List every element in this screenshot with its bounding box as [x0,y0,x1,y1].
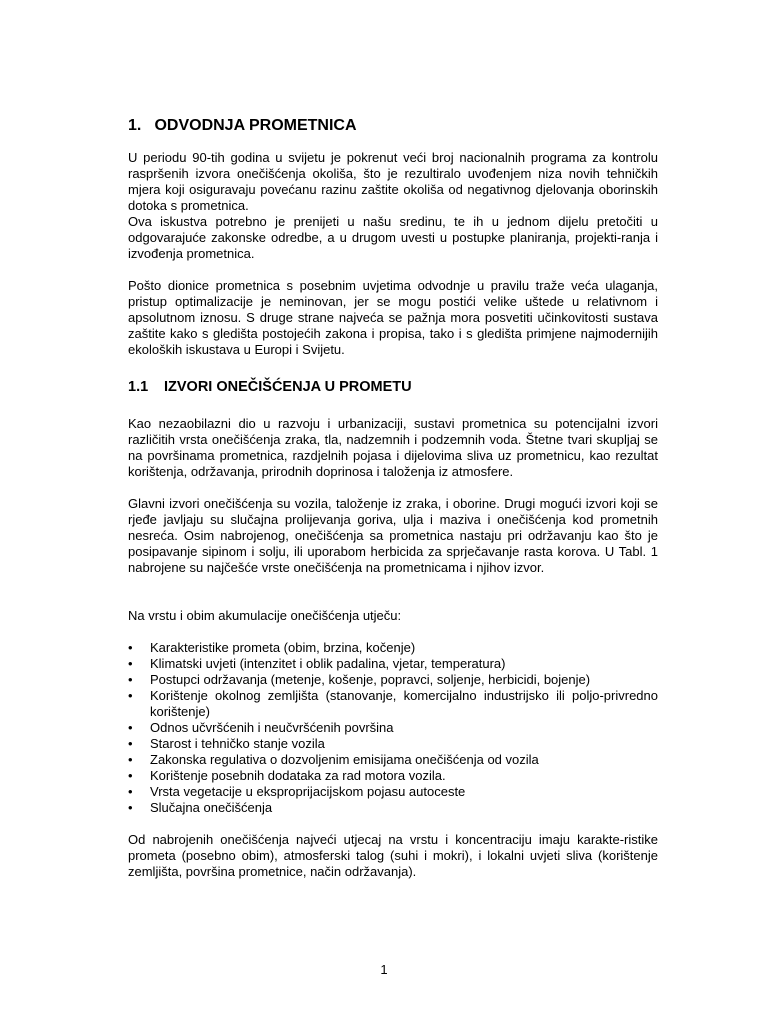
page-number: 1 [380,962,388,977]
list-item: • Klimatski uvjeti (intenzitet i oblik padalina, vjetar, temperatura) [128,656,658,672]
intro-paragraph-3: Pošto dionice prometnica s posebnim uvjetima odvodnje u pravilu traže veća ulaganja, pristup optimalizacije je neminovan, jer se mogu postići velike uštede u relativnom i apsolutnom iznosu. S druge strane najveća se pažnja mora posvetiti učinkovitosti sustava zaštite kako s gledišta postojećih zakona i propisa, tako i s gledišta primjene najmodernijih ekoloških iskustava u Europi i Svijetu. [128,278,658,357]
section-number: 1.1 [128,379,149,395]
list-item: • Korištenje posebnih dodataka za rad motora vozila. [128,768,658,784]
factors-list [128,640,658,816]
chapter-title: ODVODNJA PROMETNICA [154,117,357,134]
list-item: • Vrsta vegetacije u eksproprijacijskom pojasu autoceste [128,784,658,800]
list-item: • Postupci održavanja (metenje, košenje, popravci, soljenje, herbicidi, bojenje) [128,672,658,688]
section-paragraph-3: Na vrstu i obim akumulacije onečišćenja utječu: [128,608,402,623]
section-paragraph-2: Glavni izvori onečišćenja su vozila, taloženje iz zraka, i oborine. Drugi mogući izvori koji se rjeđe javljaju su slučajna prolijevanja goriva, ulja i maziva i onečišćenja kod prometnih nesreća. Osim nabrojenog, onečišćenja sa prometnica nastaju pri održavanju kao što je posipavanje sipinom i solju, ili uporabom herbicida za sprječavanje rasta korova. U Tabl. 1 nabrojene su najčešće vrste onečišćenja na prometnicama i njihov izvor. [128,496,658,575]
chapter-heading [128,116,658,136]
section-heading [128,378,658,396]
intro-paragraph-2: Ova iskustva potrebno je prenijeti u našu sredinu, te ih u jednom dijelu pretočiti u odgovarajuće zakonske odredbe, a u drugom uvesti u postupke planiranja, projekti-ranja i izvođenja prometnica. [128,214,658,261]
section-paragraph-4: Od nabrojenih onečišćenja najveći utjecaj na vrstu i koncentraciju imaju karakte-ristike prometa (posebno obim), atmosferski talog (suhi i mokri), i lokalni uvjeti sliva (korištenje zemljišta, površina prometnice, način održavanja). [128,832,658,879]
list-item: • Korištenje okolnog zemljišta (stanovanje, komercijalno industrijsko ili poljo-privredno korištenje) [128,688,658,720]
section-title: IZVORI ONEČIŠĆENJA U PROMETU [164,379,412,395]
list-item: • Odnos učvršćenih i neučvršćenih površina [128,720,658,736]
list-item: • Zakonska regulativa o dozvoljenim emisijama onečišćenja od vozila [128,752,658,768]
document-page [128,116,658,880]
intro-paragraph-1: U periodu 90-tih godina u svijetu je pokrenut veći broj nacionalnih programa za kontrolu raspršenih izvora onečišćenja okoliša, što je rezultiralo uvođenjem niza novih tehničkih mjera koji osiguravaju povećanu razinu zaštite okoliša od negativnog djelovanja oborinskih dotoka s prometnica. [128,150,658,213]
chapter-number: 1. [128,117,142,134]
list-item: • Slučajna onečišćenja [128,800,658,816]
section-paragraph-1: Kao nezaobilazni dio u razvoju i urbanizaciji, sustavi prometnica su potencijalni izvori različitih vrsta onečišćenja zraka, tla, nadzemnih i podzemnih voda. Štetne tvari skupljaj se na površinama prometnica, razdjelnih pojasa i dijelovima sliva uz prometnicu, kao rezultat korištenja, održavanja, prirodnih doprinosa i taloženja iz atmosfere. [128,416,658,479]
list-item: • Karakteristike prometa (obim, brzina, kočenje) [128,640,658,656]
list-item: • Starost i tehničko stanje vozila [128,736,658,752]
